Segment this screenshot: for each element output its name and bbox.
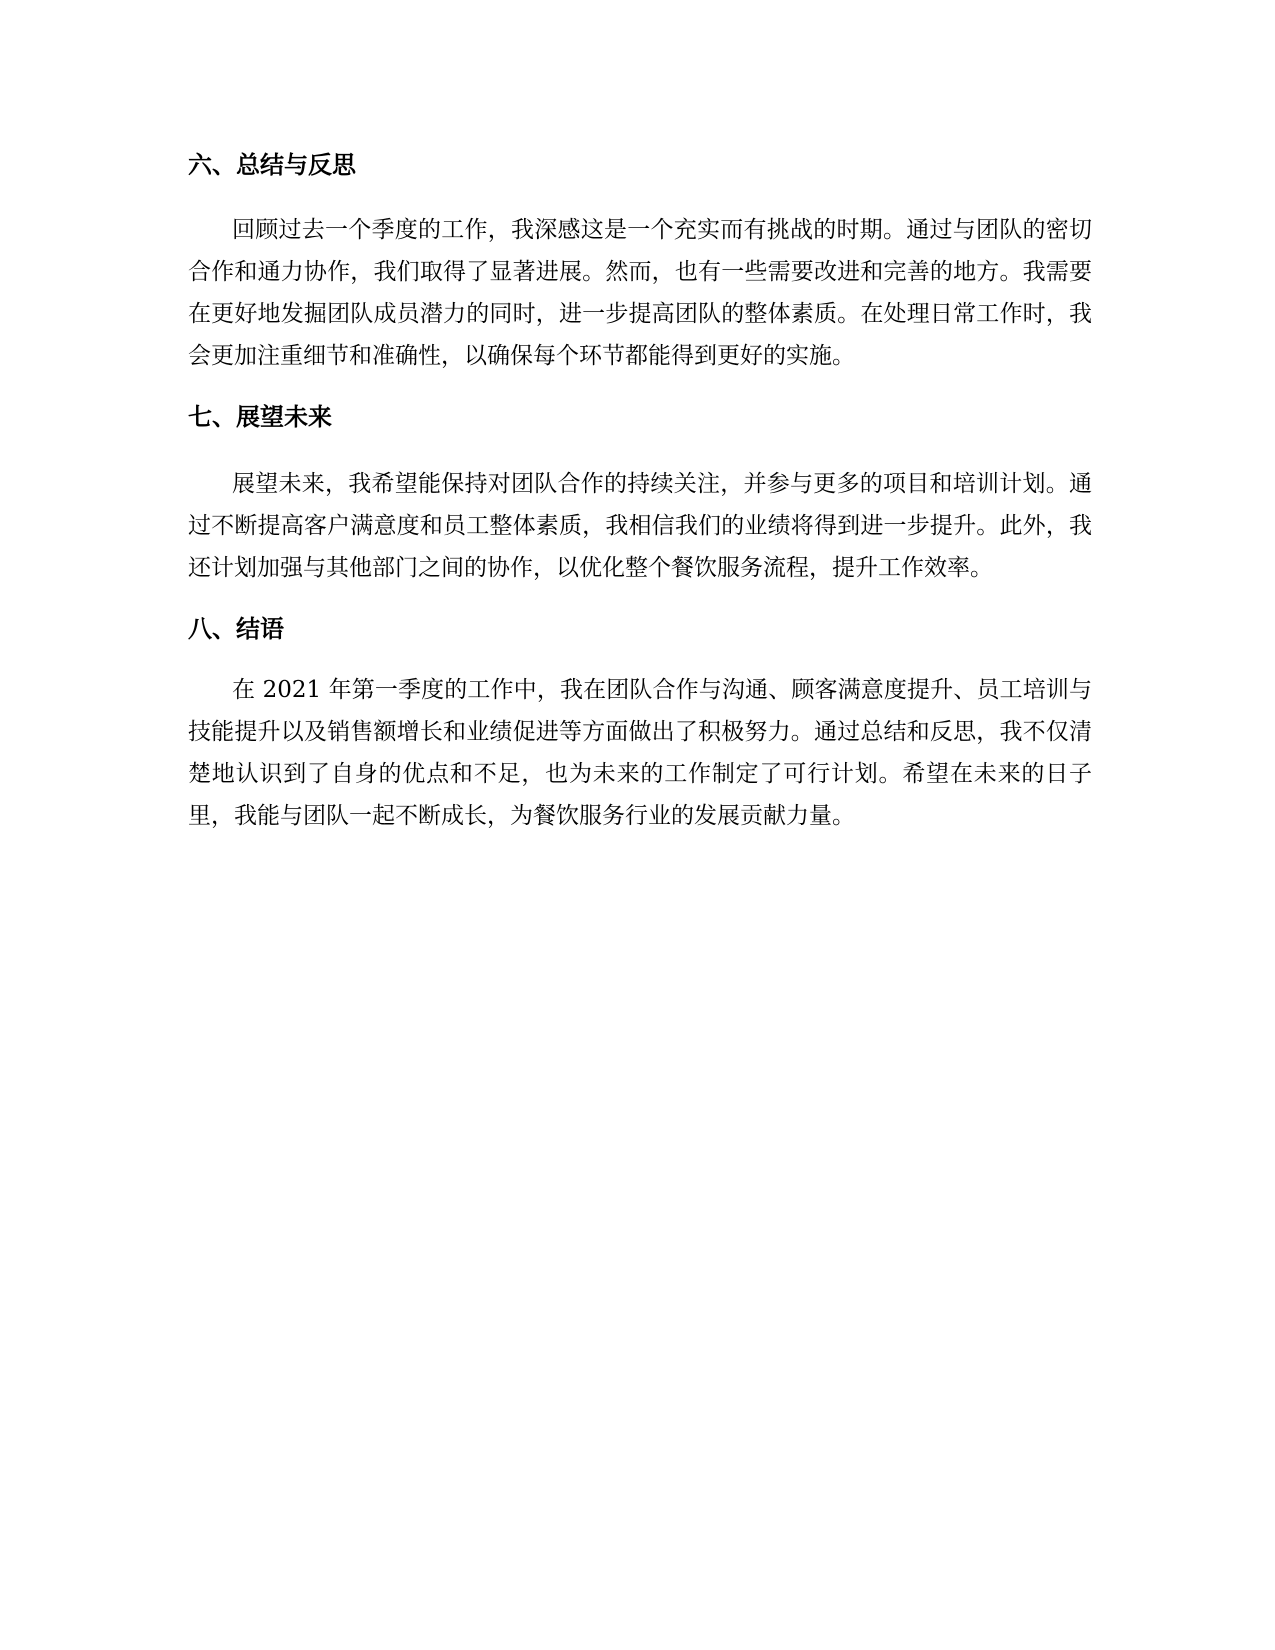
section-heading-outlook: 七、展望未来 — [188, 403, 332, 431]
document-body — [188, 145, 1092, 837]
section-paragraph-conclusion: 在 2021 年第一季度的工作中，我在团队合作与沟通、顾客满意度提升、员工培训与技能提升以及销售额增长和业绩促进等方面做出了积极努力。通过总结和反思，我不仅清楚地认识到了自身的优点和不足，也为未来的工作制定了可行计划。希望在未来的日子里，我能与团队一起不断成长，为餐饮服务行业的发展贡献力量。 — [188, 677, 1092, 829]
section-heading-summary-reflection: 六、总结与反思 — [188, 151, 356, 179]
section-paragraph-outlook: 展望未来，我希望能保持对团队合作的持续关注，并参与更多的项目和培训计划。通过不断提高客户满意度和员工整体素质，我相信我们的业绩将得到进一步提升。此外，我还计划加强与其他部门之间的协作，以优化整个餐饮服务流程，提升工作效率。 — [188, 471, 1092, 581]
section-heading-conclusion: 八、结语 — [188, 615, 284, 643]
section-paragraph-summary-reflection: 回顾过去一个季度的工作，我深感这是一个充实而有挑战的时期。通过与团队的密切合作和通力协作，我们取得了显著进展。然而，也有一些需要改进和完善的地方。我需要在更好地发掘团队成员潜力的同时，进一步提高团队的整体素质。在处理日常工作时，我会更加注重细节和准确性，以确保每个环节都能得到更好的实施。 — [188, 217, 1092, 369]
